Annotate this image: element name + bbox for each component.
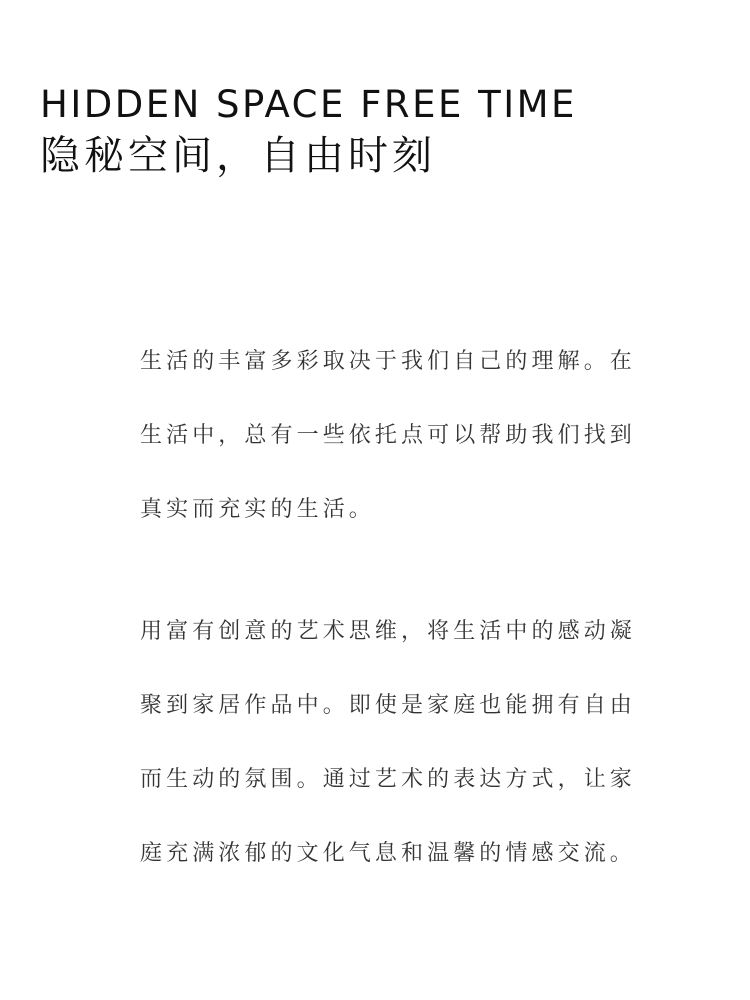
paragraph-1 — [140, 347, 660, 569]
paragraph-line: 庭充满浓郁的文化气息和温馨的情感交流。 — [140, 841, 636, 866]
page-header — [40, 84, 720, 180]
paragraph-line: 而生动的氛围。通过艺术的表达方式，让家 — [140, 767, 636, 792]
paragraph-line: 聚到家居作品中。即使是家庭也能拥有自由 — [140, 693, 636, 718]
chinese-title: 隐秘空间，自由时刻 — [40, 133, 436, 179]
paragraph-line: 生活中，总有一些依托点可以帮助我们找到 — [140, 423, 636, 448]
paragraph-line: 用富有创意的艺术思维，将生活中的感动凝 — [140, 619, 636, 644]
english-title: HIDDEN SPACE FREE TIME — [40, 83, 577, 126]
paragraph-line: 生活的丰富多彩取决于我们自己的理解。在 — [140, 349, 636, 374]
paragraph-line: 真实而充实的生活。 — [140, 497, 375, 522]
paragraph-2 — [140, 617, 660, 913]
